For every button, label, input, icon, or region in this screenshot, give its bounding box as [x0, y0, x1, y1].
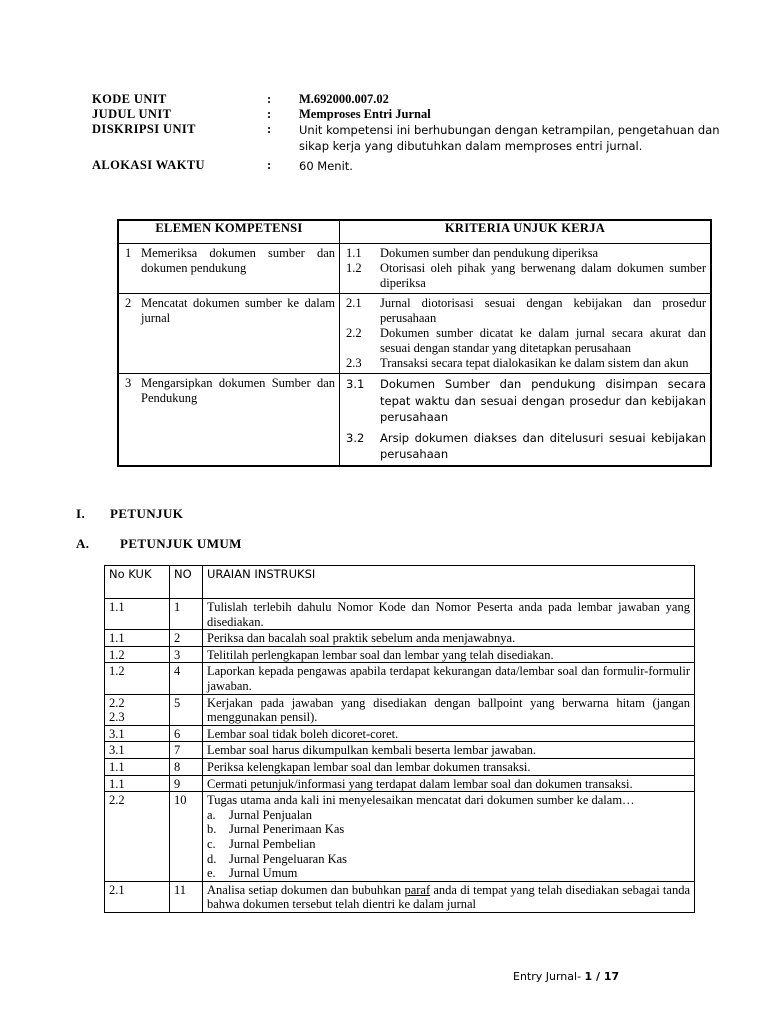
instruction-cell: Lembar soal harus dikumpulkan kembali beserta lembar jawaban.: [203, 742, 695, 759]
section-number: I.: [76, 506, 86, 521]
element-cell: [118, 244, 340, 294]
list-marker: a.: [207, 807, 216, 822]
criteria-cell: [340, 374, 712, 466]
info-label: DISKRIPSI UNIT: [92, 122, 196, 136]
table-row: [105, 792, 695, 882]
info-row-judul: [92, 107, 732, 122]
element-text: Mencatat dokumen sumber ke dalam jurnal: [141, 296, 335, 325]
underlined-word: paraf: [404, 882, 431, 897]
criteria-number: 1.1: [346, 246, 362, 260]
unit-code: M.692000.007.02: [299, 92, 389, 106]
table-row: [118, 294, 711, 374]
no-cell: 10: [170, 792, 203, 882]
kuk-cell: 1.1: [105, 630, 170, 647]
unit-title: Memproses Entri Jurnal: [299, 107, 431, 121]
unit-info: [92, 92, 732, 174]
kuk-cell: 1.1: [105, 758, 170, 775]
element-text: Memeriksa dokumen sumber dan dokumen pendukung: [141, 246, 335, 275]
info-row-kode: [92, 92, 732, 107]
page-footer: [513, 970, 619, 983]
table-row: [105, 630, 695, 647]
list-marker: b.: [207, 822, 217, 837]
instruction-cell: Kerjakan pada jawaban yang disediakan dengan ballpoint yang berwarna hitam (jangan menggunakan pensil).: [203, 694, 695, 725]
instruction-cell: Periksa kelengkapan lembar soal dan lembar dokumen transaksi.: [203, 758, 695, 775]
instruction-cell: Periksa dan bacalah soal praktik sebelum anda menjawabnya.: [203, 630, 695, 647]
section-title: PETUNJUK: [110, 506, 184, 521]
element-cell: [118, 294, 340, 374]
criteria-text: Jurnal diotorisasi sesuai dengan kebijakan dan prosedur perusahaan: [380, 296, 706, 325]
instruction-cell: Cermati petunjuk/informasi yang terdapat dalam lembar soal dan dokumen transaksi.: [203, 775, 695, 792]
list-item: [207, 837, 690, 852]
instruction-text: Tugas utama anda kali ini menyelesaikan mencatat dari dokumen sumber ke dalam…: [207, 793, 635, 808]
instruction-cell: Laporkan kepada pengawas apabila terdapat kekurangan data/lembar soal dan formulir-formulir jawaban.: [203, 663, 695, 694]
element-cell: [118, 374, 340, 466]
list-marker: d.: [207, 851, 217, 866]
element-text: Mengarsipkan dokumen Sumber dan Pendukung: [141, 376, 335, 405]
list-text: Jurnal Penjualan: [229, 807, 312, 822]
info-colon: :: [267, 107, 272, 121]
info-row-diskripsi: [92, 122, 732, 154]
no-cell: 9: [170, 775, 203, 792]
header-no-kuk: No KUK: [105, 566, 170, 599]
list-text: Jurnal Penerimaan Kas: [229, 822, 345, 837]
criteria-item: [346, 296, 706, 326]
element-number: 2: [125, 296, 132, 310]
table-row: [105, 775, 695, 792]
table-row: [105, 599, 695, 630]
instruction-cell: Telitilah perlengkapan lembar soal dan lembar yang telah disediakan.: [203, 646, 695, 663]
table-row: [105, 663, 695, 694]
list-item: [207, 822, 690, 837]
section-number: A.: [76, 536, 90, 551]
criteria-number: 2.2: [346, 326, 362, 340]
kuk-cell: 2.2: [105, 792, 170, 882]
criteria-number: 2.1: [346, 296, 362, 310]
no-cell: 7: [170, 742, 203, 759]
instruction-cell: Lembar soal tidak boleh dicoret-coret.: [203, 725, 695, 742]
table-row: [105, 725, 695, 742]
list-marker: c.: [207, 836, 216, 851]
criteria-number: 1.2: [346, 261, 362, 275]
header-no: NO: [170, 566, 203, 599]
table-header-row: [118, 220, 711, 244]
info-row-alokasi: [92, 158, 732, 174]
kuk-cell: 3.1: [105, 725, 170, 742]
kuk-value: 2.3: [109, 710, 125, 725]
criteria-cell: [340, 244, 712, 294]
no-cell: 8: [170, 758, 203, 775]
criteria-text: Otorisasi oleh pihak yang berwenang dalam dokumen sumber diperiksa: [380, 261, 706, 290]
header-elemen: ELEMEN KOMPETENSI: [118, 220, 340, 244]
unit-description: Unit kompetensi ini berhubungan dengan ketrampilan, pengetahuan dan sikap kerja yang dibutuhkan dalam memproses entri jurnal.: [299, 123, 720, 153]
section-heading-petunjuk-umum: [76, 536, 242, 552]
list-item: [207, 866, 690, 881]
info-colon: :: [267, 122, 272, 136]
instruction-cell: [203, 792, 695, 882]
kuk-cell: 2.1: [105, 881, 170, 912]
kuk-cell: [105, 694, 170, 725]
criteria-item: [346, 261, 706, 291]
criteria-item: [346, 376, 706, 426]
element-number: 3: [125, 376, 132, 390]
criteria-item: [346, 356, 706, 371]
list-text: Jurnal Umum: [229, 866, 298, 881]
kuk-cell: 1.1: [105, 599, 170, 630]
no-cell: 6: [170, 725, 203, 742]
header-kriteria: KRITERIA UNJUK KERJA: [340, 220, 712, 244]
list-text: Jurnal Pengeluaran Kas: [229, 851, 348, 866]
no-cell: 11: [170, 881, 203, 912]
no-cell: 5: [170, 694, 203, 725]
list-text: Jurnal Pembelian: [229, 836, 316, 851]
element-number: 1: [125, 246, 132, 260]
list-marker: e.: [207, 866, 216, 881]
section-heading-petunjuk: [76, 506, 183, 522]
no-cell: 4: [170, 663, 203, 694]
table-row: [105, 881, 695, 912]
table-row: [105, 742, 695, 759]
criteria-item: [346, 246, 706, 261]
criteria-item: [346, 430, 706, 463]
time-allocation: 60 Menit.: [299, 159, 353, 173]
kuk-cell: 3.1: [105, 742, 170, 759]
info-colon: :: [267, 158, 272, 172]
table-row: [105, 758, 695, 775]
kuk-cell: 1.1: [105, 775, 170, 792]
instruction-cell: [203, 881, 695, 912]
table-row: [118, 374, 711, 466]
criteria-text: Dokumen sumber dicatat ke dalam jurnal secara akurat dan sesuai dengan standar yang ditetapkan perusahaan: [380, 326, 706, 355]
criteria-text: Dokumen Sumber dan pendukung disimpan secara tepat waktu dan sesuai dengan prosedur dan kebijakan perusahaan: [380, 377, 706, 424]
criteria-number: 3.2: [346, 430, 365, 445]
section-title: PETUNJUK UMUM: [120, 536, 242, 551]
no-cell: 1: [170, 599, 203, 630]
criteria-text: Arsip dokumen diakses dan ditelusuri sesuai kebijakan perusahaan: [380, 430, 706, 461]
criteria-text: Dokumen sumber dan pendukung diperiksa: [380, 246, 599, 260]
criteria-text: Transaksi secara tepat dialokasikan ke dalam sistem dan akun: [380, 356, 689, 370]
page-number: 1 / 17: [584, 970, 620, 983]
criteria-number: 3.1: [346, 377, 365, 391]
table-row: [105, 646, 695, 663]
instruction-text: Analisa setiap dokumen dan bubuhkan: [207, 882, 405, 897]
criteria-item: [346, 326, 706, 356]
info-label: JUDUL UNIT: [92, 107, 172, 121]
kuk-value: 2.2: [109, 695, 125, 710]
table-header-row: [105, 566, 695, 599]
info-label: KODE UNIT: [92, 92, 167, 106]
instruction-text: anda di tempat yang telah disediakan sebagai tanda bahwa dokumen tersebut telah dientri ke dalam jurnal: [207, 882, 690, 912]
table-row: [118, 244, 711, 294]
list-item: [207, 852, 690, 867]
info-label: ALOKASI WAKTU: [92, 158, 205, 172]
criteria-cell: [340, 294, 712, 374]
competency-table: [117, 219, 712, 467]
info-colon: :: [267, 92, 272, 106]
instruction-cell: Tulislah terlebih dahulu Nomor Kode dan Nomor Peserta anda pada lembar jawaban yang disediakan.: [203, 599, 695, 630]
no-cell: 3: [170, 646, 203, 663]
criteria-number: 2.3: [346, 356, 362, 370]
instructions-table: [104, 565, 695, 913]
footer-label: Entry Jurnal-: [513, 970, 585, 983]
kuk-cell: 1.2: [105, 663, 170, 694]
header-uraian: URAIAN INSTRUKSI: [203, 566, 695, 599]
kuk-cell: 1.2: [105, 646, 170, 663]
table-row: [105, 694, 695, 725]
no-cell: 2: [170, 630, 203, 647]
list-item: [207, 808, 690, 823]
